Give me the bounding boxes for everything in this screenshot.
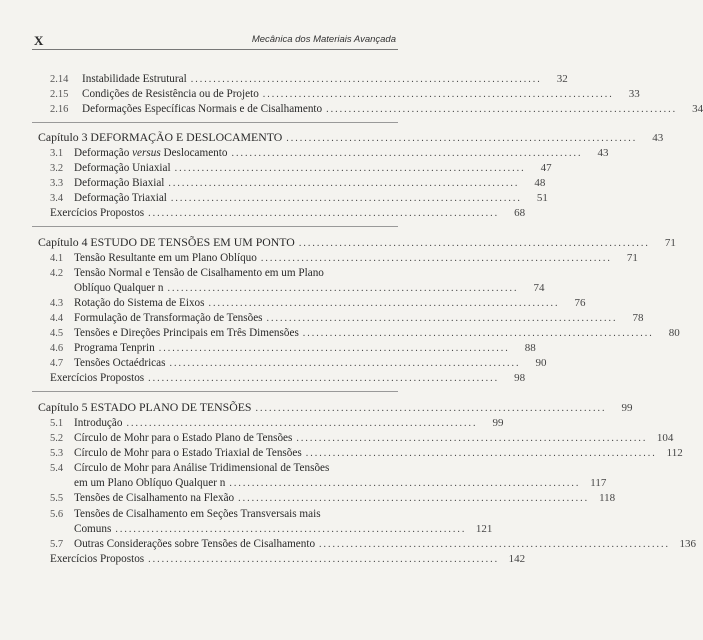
- toc-entry: [50, 191, 548, 205]
- leader-dots: ..............................................................................: [326, 104, 678, 115]
- leader-dots: ..............................................................................: [238, 493, 590, 504]
- toc-entry-label-continued: Comuns: [74, 523, 112, 535]
- leader-dots: ..............................................................................: [126, 418, 478, 429]
- toc-entry: [50, 72, 568, 86]
- toc-entry-page: 71: [626, 252, 638, 264]
- toc-entry-number: 2.14: [50, 74, 69, 85]
- toc-entry-number: 2.16: [50, 104, 69, 115]
- leader-dots: ..............................................................................: [158, 343, 510, 354]
- toc-entry-page: 118: [599, 492, 616, 504]
- toc-entry-number: 4.7: [50, 358, 64, 369]
- leader-dots: ..............................................................................: [302, 328, 654, 339]
- toc-entry-label: Tensão Resultante em um Plano Oblíquo: [74, 252, 257, 264]
- leader-dots: ..............................................................................: [255, 403, 607, 414]
- toc-entry-number: 5.4: [50, 463, 64, 474]
- toc-entry-number: 5.7: [50, 539, 64, 550]
- toc-entry-page: 104: [656, 432, 674, 444]
- leader-dots: ..............................................................................: [305, 448, 657, 459]
- leader-dots: ..............................................................................: [190, 74, 542, 85]
- toc-entry-line2: [74, 476, 607, 490]
- section-divider: [32, 391, 398, 392]
- running-header-title: Mecânica dos Materiais Avançada: [251, 34, 396, 45]
- toc-entry-number: 4.2: [50, 268, 64, 279]
- toc-entry-number: 3.4: [50, 193, 64, 204]
- label-emphasis: versus: [132, 147, 161, 159]
- leader-dots: ..............................................................................: [170, 193, 522, 204]
- leader-dots: ..............................................................................: [208, 298, 560, 309]
- toc-entry-label: Exercícios Propostos: [50, 553, 145, 565]
- toc-entry-line2: [74, 522, 493, 536]
- toc-entry: [50, 102, 703, 116]
- toc-entry-page: 74: [533, 282, 545, 294]
- toc-entry: [50, 356, 547, 370]
- leader-dots: ..............................................................................: [319, 539, 671, 550]
- toc-entry-page: 33: [628, 88, 640, 100]
- toc-entry-page: 47: [540, 162, 552, 174]
- toc-entry-label: Exercícios Propostos: [50, 207, 145, 219]
- toc-entry-label-continued: Oblíquo Qualquer n: [74, 282, 164, 294]
- toc-entry-page: 99: [492, 417, 504, 429]
- toc-entry-label: Introdução: [74, 417, 123, 429]
- toc-entry-label: Deformação Triaxial: [74, 192, 167, 204]
- toc-entry-label: [74, 146, 227, 160]
- toc-exercises: [50, 371, 526, 385]
- toc-entry-number: 3.1: [50, 148, 64, 159]
- toc-entry-page: 142: [508, 553, 526, 565]
- toc-exercises: [50, 552, 526, 566]
- leader-dots: ..............................................................................: [167, 283, 519, 294]
- toc-entry-label-continued: em um Plano Oblíquo Qualquer n: [74, 477, 226, 489]
- toc-entry-page: 76: [574, 297, 586, 309]
- toc-entry-page: 136: [679, 538, 697, 550]
- leader-dots: ..............................................................................: [260, 253, 612, 264]
- leader-dots: ..............................................................................: [148, 373, 500, 384]
- toc-entry: [50, 87, 640, 101]
- toc-entry-number: 4.6: [50, 343, 64, 354]
- toc-entry-label: Tensões de Cisalhamento na Flexão: [74, 492, 235, 504]
- toc-entry-number: 3.2: [50, 163, 64, 174]
- toc-entry-page: 88: [524, 342, 536, 354]
- leader-dots: ..............................................................................: [296, 433, 648, 444]
- toc-entry: [50, 341, 536, 355]
- toc-entry-number: 4.3: [50, 298, 64, 309]
- toc-entry: [50, 296, 586, 310]
- toc-entry-page: 78: [632, 312, 644, 324]
- toc-entry-label: Outras Considerações sobre Tensões de Cisalhamento: [74, 538, 316, 550]
- toc-entry-page: 121: [475, 523, 493, 535]
- toc-entry-number: 5.1: [50, 418, 64, 429]
- toc-entry: [50, 251, 638, 265]
- toc-entry: [50, 537, 697, 551]
- toc-entry-label: Rotação do Sistema de Eixos: [74, 297, 205, 309]
- toc-entry: [50, 491, 616, 505]
- label-part: Deslocamento: [160, 147, 228, 159]
- leader-dots: ..............................................................................: [298, 238, 650, 249]
- toc-entry-page: 43: [597, 147, 609, 159]
- chapter-title: Capítulo 5 ESTADO PLANO DE TENSÕES: [38, 400, 252, 414]
- toc-entry-label: Tensões Octaédricas: [74, 357, 166, 369]
- section-divider: [32, 122, 398, 123]
- page-number: X: [34, 33, 45, 48]
- toc-entry-label: Exercícios Propostos: [50, 372, 145, 384]
- toc-entry-label: Tensões de Cisalhamento em Seções Transversais mais: [74, 508, 321, 520]
- toc-entry-page: 112: [666, 447, 683, 459]
- toc-entry-line1: [50, 266, 388, 280]
- toc-entry-number: 5.6: [50, 509, 64, 520]
- label-part: Deformação: [74, 147, 133, 159]
- toc-entry-line1: [50, 507, 388, 521]
- leader-dots: ..............................................................................: [174, 163, 526, 174]
- toc-entry-number: 4.5: [50, 328, 64, 339]
- toc-entry-line1: [50, 461, 388, 475]
- toc-entry-label: Tensões e Direções Principais em Três Dimensões: [74, 327, 299, 339]
- toc-entry-number: 3.3: [50, 178, 64, 189]
- toc-entry: [50, 416, 504, 430]
- toc-entry-number: 5.5: [50, 493, 64, 504]
- leader-dots: ..............................................................................: [148, 554, 500, 565]
- section-divider: [32, 226, 398, 227]
- toc-entry-label: Tensão Normal e Tensão de Cisalhamento em um Plano: [74, 267, 324, 279]
- toc-entry-label: Deformação Uniaxial: [74, 162, 171, 174]
- toc-entry: [50, 311, 644, 325]
- toc-entry-number: 2.15: [50, 89, 69, 100]
- leader-dots: ..............................................................................: [115, 524, 467, 535]
- chapter-page: 99: [621, 402, 633, 414]
- leader-dots: ..............................................................................: [229, 478, 581, 489]
- toc-entry: [50, 176, 546, 190]
- toc-entry: [50, 446, 683, 460]
- leader-dots: ..............................................................................: [262, 89, 614, 100]
- toc-entry-label: Círculo de Mohr para o Estado Triaxial de Tensões: [74, 447, 302, 459]
- toc-entry-page: 48: [534, 177, 546, 189]
- toc-entry: [50, 326, 680, 340]
- header-rule: [32, 49, 398, 50]
- chapter-4-heading: [38, 235, 676, 249]
- toc-entry-page: 90: [535, 357, 547, 369]
- toc-entry-page: 68: [514, 207, 526, 219]
- toc-entry-label: Deformação Biaxial: [74, 177, 165, 189]
- toc-entry-page: 34: [692, 103, 703, 115]
- chapter-3-heading: [38, 130, 664, 144]
- leader-dots: ..............................................................................: [148, 208, 500, 219]
- leader-dots: ..............................................................................: [266, 313, 618, 324]
- toc-entry: [50, 161, 552, 175]
- toc-entry-line2: [74, 281, 545, 295]
- leader-dots: ..............................................................................: [231, 148, 583, 159]
- toc-entry: [50, 431, 674, 445]
- chapter-5-heading: [38, 400, 633, 414]
- chapter-page: 43: [652, 132, 664, 144]
- toc-entry-page: 98: [514, 372, 526, 384]
- toc-exercises: [50, 206, 526, 220]
- toc-entry-label: Deformações Específicas Normais e de Cisalhamento: [82, 103, 323, 115]
- toc-entry-label: Condições de Resistência ou de Projeto: [82, 88, 259, 100]
- toc-entry-label: Programa Tenprin: [74, 342, 155, 354]
- toc-entry-label: Instabilidade Estrutural: [82, 73, 187, 85]
- toc-entry: [50, 146, 609, 160]
- toc-entry-number: 5.2: [50, 433, 64, 444]
- toc-entry-page: 51: [536, 192, 548, 204]
- chapter-title: Capítulo 3 DEFORMAÇÃO E DESLOCAMENTO: [38, 130, 283, 144]
- toc-entry-label: Círculo de Mohr para o Estado Plano de Tensões: [74, 432, 293, 444]
- leader-dots: ..............................................................................: [168, 178, 520, 189]
- toc-entry-label: Círculo de Mohr para Análise Tridimensional de Tensões: [74, 462, 330, 474]
- chapter-page: 71: [664, 237, 676, 249]
- toc-entry-page: 80: [668, 327, 680, 339]
- toc-entry-page: 117: [590, 477, 607, 489]
- toc-entry-page: 32: [556, 73, 568, 85]
- toc-entry-number: 4.4: [50, 313, 64, 324]
- leader-dots: ..............................................................................: [169, 358, 521, 369]
- toc-entry-label: Formulação de Transformação de Tensões: [74, 312, 263, 324]
- toc-entry-number: 4.1: [50, 253, 64, 264]
- toc-entry-number: 5.3: [50, 448, 64, 459]
- leader-dots: ..............................................................................: [286, 133, 638, 144]
- chapter-title: Capítulo 4 ESTUDO DE TENSÕES EM UM PONTO: [38, 235, 295, 249]
